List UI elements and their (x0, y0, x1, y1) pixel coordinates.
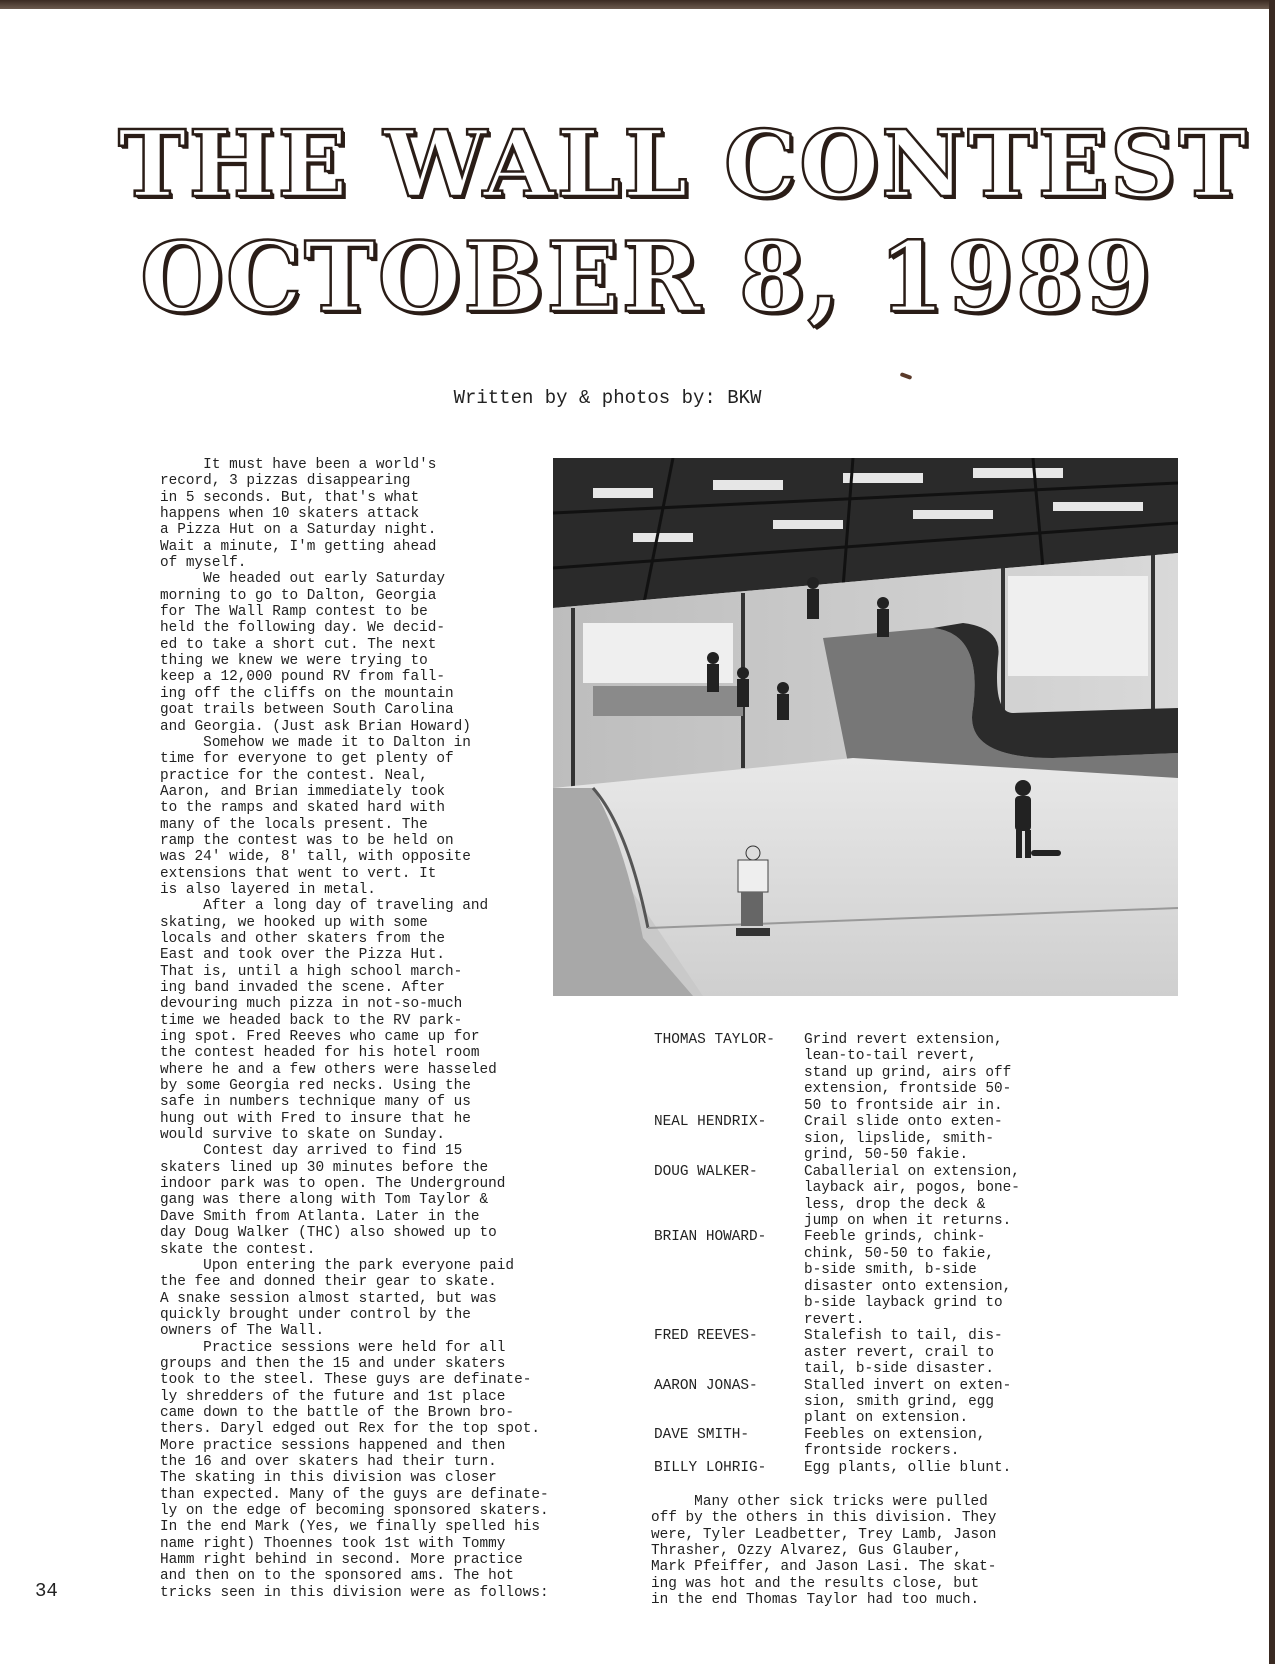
article-left-column: It must have been a world's record, 3 pizzas disappearing in 5 seconds. But, that's what happens when 10 skaters attack a Pizza Hut on a Saturday night. Wait a minute, I'm getting ahead of myself. We headed out early Saturday morning to go to Dalton, Georgia for The Wall Ramp contest to be held the following day. We decid- ed to take a short cut. The next thing we knew we were trying to keep a 12,000 pound RV from fall- ing off the cliffs on the mountain goat trails between South Carolina and Georgia. (Just ask Brian Howard) Somehow we made it to Dalton in time for everyone to get plenty of practice for the contest. Neal, Aaron, and Brian immediately took to the ramps and skated hard with many of the locals present. The ramp the contest was to be held on was 24' wide, 8' tall, with opposite extensions that went to vert. It is also layered in metal. After a long day of traveling and skating, we hooked up with some locals and other skaters from the East and took over the Pizza Hut. That is, until a high school march- ing band invaded the scene. After devouring much pizza in not-so-much time we headed back to the RV park- ing spot. Fred Reeves who came up for the contest headed for his hotel room where he and a few others were hasseled by some Georgia red necks. Using the safe in numbers technique many of us hung out with Fred to insure that he would survive to skate on Sunday. Contest day arrived to find 15 skaters lined up 30 minutes before the indoor park was to open. The Underground gang was there along with Tom Taylor & Dave Smith from Atlanta. Later in the day Doug Walker (THC) also showed up to skate the contest. Upon entering the park everyone paid the fee and donned their gear to skate. A snake session almost started, but was quickly brought under control by the owners of The Wall. Practice sessions were held for all groups and then the 15 and under skaters took to the steel. These guys are definate- ly shredders of the future and 1st place came down to the battle of the Brown bro- thers. Daryl edged out Rex for the top spot. More practice sessions happened and then the 16 and over skaters had their turn. The skating in this division was closer than expected. Many of the guys are definate- ly on the edge of becoming sponsored skaters. In the end Mark (Yes, we finally spelled his name right) Thoennes took 1st with Tommy Hamm right behind in second. More practice and then on to the sponsored ams. The hot tricks seen in this division were as follows: (160, 457, 549, 1601)
skater-name: BRIAN HOWARD- (654, 1229, 767, 1246)
trick-description: Stalefish to tail, dis- aster revert, crail to tail, b-side disaster. (804, 1328, 1003, 1378)
skatepark-photo-illustration (553, 458, 1178, 996)
tricks-list (654, 1032, 1094, 1476)
trick-description: Feebles on extension, frontside rockers. (804, 1426, 986, 1460)
skater-name: FRED REEVES- (654, 1328, 758, 1345)
headline-line-1: THE WALL CONTEST (118, 110, 1249, 218)
trick-entry (654, 1164, 1094, 1230)
skatepark-photo (553, 458, 1178, 996)
trick-entry (654, 1460, 1094, 1476)
skater-name: BILLY LOHRIG- (654, 1459, 767, 1476)
trick-entry (654, 1378, 1094, 1427)
page-number: 34 (35, 1580, 58, 1602)
skater-name: DAVE SMITH- (654, 1426, 749, 1443)
ink-speck (900, 372, 913, 380)
article-closing-paragraph: Many other sick tricks were pulled off by the others in this division. They were, Tyler Leadbetter, Trey Lamb, Jason Thrasher, Ozzy Alvarez, Gus Glauber, Mark Pfeiffer, and Jason Lasi. The skat- ing was hot and the results close, but in the end Thomas Taylor had too much. (651, 1494, 997, 1609)
headline-line-2: OCTOBER 8, 1989 (140, 221, 1154, 334)
trick-entry (654, 1427, 1094, 1460)
skater-name: NEAL HENDRIX- (654, 1114, 767, 1131)
trick-entry (654, 1328, 1094, 1377)
trick-entry (654, 1114, 1094, 1163)
trick-description: Egg plants, ollie blunt. (804, 1459, 1012, 1476)
trick-description: Stalled invert on exten- sion, smith grind, egg plant on extension. (804, 1377, 1012, 1427)
skater-name: DOUG WALKER- (654, 1163, 758, 1180)
trick-entry (654, 1229, 1094, 1328)
trick-description: Feeble grinds, chink- chink, 50-50 to fakie, b-side smith, b-side disaster onto extension, b-side layback grind to revert. (804, 1229, 1012, 1328)
trick-description: Caballerial on extension, layback air, pogos, bone- less, drop the deck & jump on when it returns. (804, 1163, 1020, 1229)
page-right-edge (1269, 0, 1275, 1664)
trick-description: Grind revert extension, lean-to-tail revert, stand up grind, airs off extension, frontside 50- 50 to frontside air in. (804, 1032, 1012, 1114)
page-top-edge (0, 0, 1275, 9)
skater-name: AARON JONAS- (654, 1377, 758, 1394)
trick-entry (654, 1032, 1094, 1114)
trick-description: Crail slide onto exten- sion, lipslide, smith- grind, 50-50 fakie. (804, 1114, 1003, 1164)
skater-name: THOMAS TAYLOR- (654, 1032, 775, 1048)
byline: Written by & photos by: BKW (453, 387, 762, 409)
